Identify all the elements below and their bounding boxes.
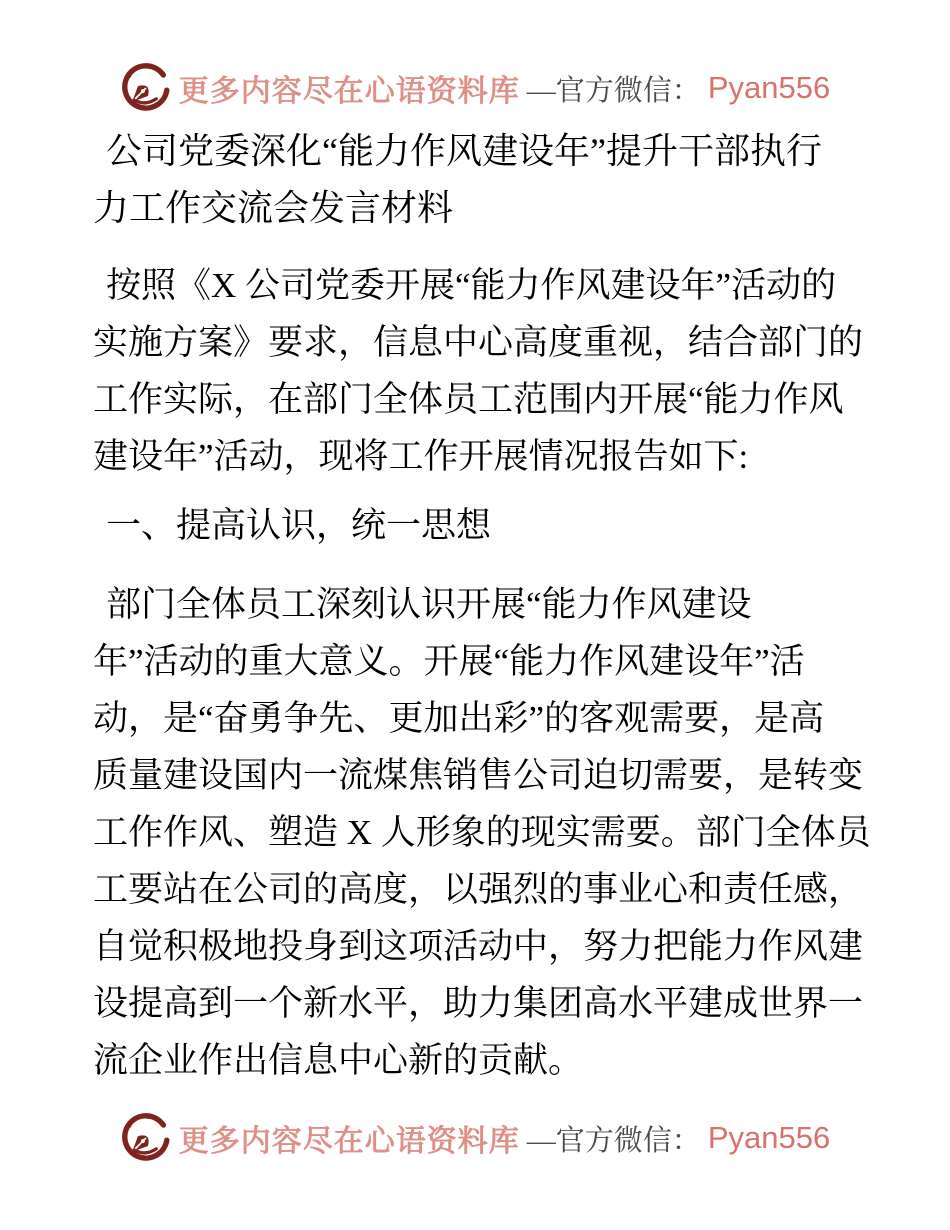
watermark-wechat-id: Pyan556 (707, 70, 831, 105)
watermark-site-text: 更多内容尽在心语资料库 (178, 75, 520, 108)
footer-watermark (0, 1112, 950, 1164)
pen-nib-logo-icon (120, 1112, 172, 1164)
paragraph-1-line-2: 实施方案》要求，信息中心高度重视，结合部门的 (93, 323, 864, 362)
title-line-2: 力工作交流会发言材料 (93, 188, 454, 228)
paragraph-2-line-5: 工作作风、塑造 X 人形象的现实需要。部门全体员 (93, 813, 871, 852)
watermark-site-text: 更多内容尽在心语资料库 (178, 1125, 520, 1158)
title-line-1: 公司党委深化“能力作风建设年”提升干部执行 (106, 131, 822, 171)
paragraph-2-line-9: 流企业作出信息中心新的贡献。 (93, 1041, 584, 1080)
paragraph-2-line-6: 工要站在公司的高度，以强烈的事业心和责任感， (93, 870, 864, 909)
paragraph-1-line-4: 建设年”活动，现将工作开展情况报告如下: (93, 437, 749, 476)
section-heading-1-text: 一、提高认识，统一思想 (106, 506, 492, 545)
paragraph-2-line-3: 动，是“奋勇争先、更加出彩”的客观需要，是高 (93, 699, 825, 738)
paragraph-2 (93, 576, 870, 1089)
document-title (93, 123, 870, 237)
paragraph-1-line-3: 工作实际，在部门全体员工范围内开展“能力作风 (93, 380, 844, 419)
paragraph-2-line-8: 设提高到一个新水平，助力集团高水平建成世界一 (93, 984, 864, 1023)
watermark-wechat-label: —官方微信： (526, 74, 701, 107)
watermark-wechat-id: Pyan556 (707, 1120, 831, 1155)
watermark-wechat-label: —官方微信： (526, 1124, 701, 1157)
header-watermark (0, 62, 950, 114)
paragraph-1-line-1: 按照《X 公司党委开展“能力作风建设年”活动的 (106, 266, 837, 305)
section-heading-1 (93, 497, 870, 554)
paragraph-2-line-2: 年”活动的重大意义。开展“能力作风建设年”活 (93, 642, 805, 681)
paragraph-2-line-7: 自觉积极地投身到这项活动中，努力把能力作风建 (93, 927, 864, 966)
paragraph-2-line-1: 部门全体员工深刻认识开展“能力作风建设 (106, 585, 752, 624)
pen-nib-logo-icon (120, 62, 172, 114)
document-body (93, 123, 870, 1089)
paragraph-2-line-4: 质量建设国内一流煤焦销售公司迫切需要，是转变 (93, 756, 864, 795)
paragraph-1 (93, 257, 870, 485)
